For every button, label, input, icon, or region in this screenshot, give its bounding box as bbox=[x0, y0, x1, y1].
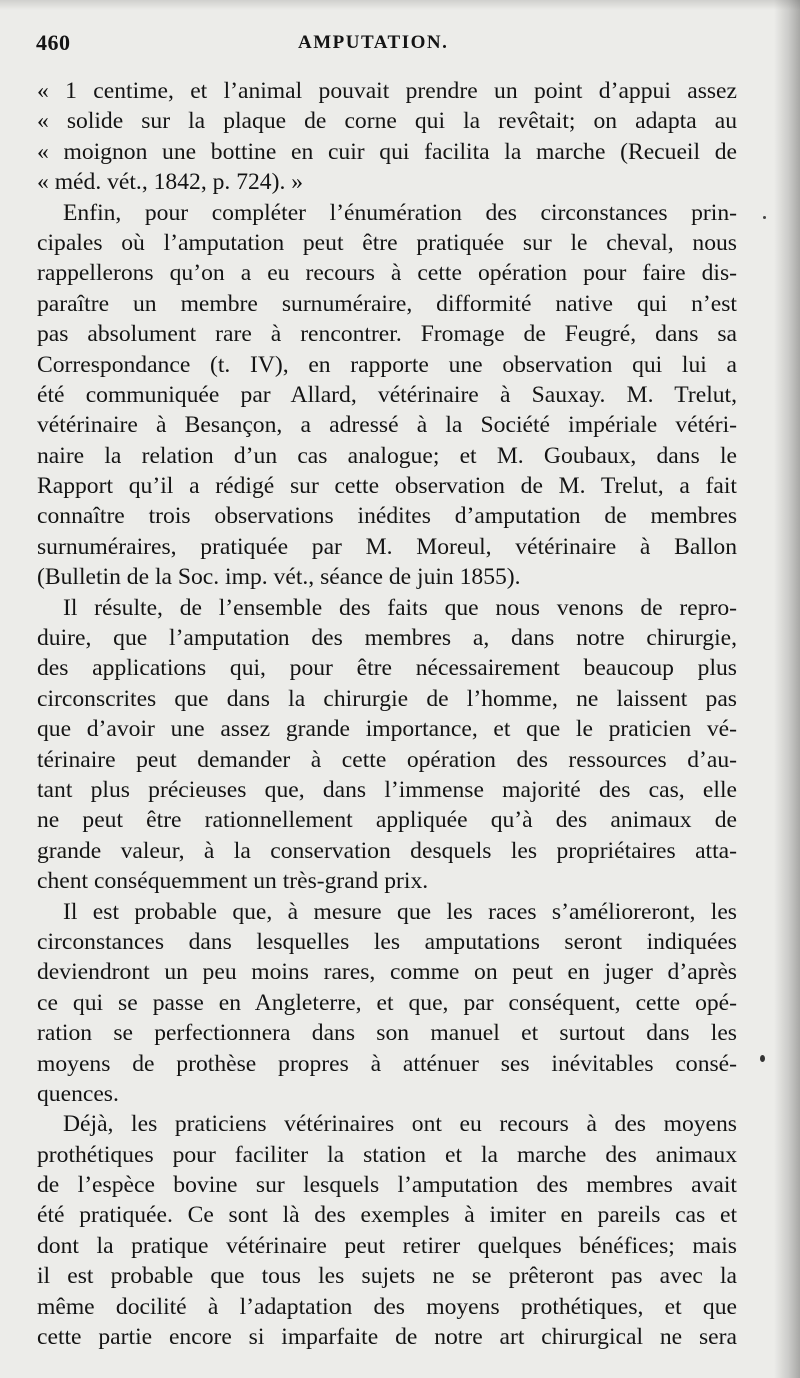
text-line: « solide sur la plaque de corne qui la revêtait; on adapta au bbox=[37, 108, 737, 135]
page-number: 460 bbox=[36, 30, 71, 55]
text-line: « moignon une bottine en cuir qui facilita la marche (Recueil de bbox=[37, 138, 737, 165]
scan-edge-shadow bbox=[774, 0, 800, 1378]
running-title: AMPUTATION. bbox=[298, 32, 449, 53]
text-line: même docilité à l’adaptation des moyens prothétiques, et que bbox=[37, 1293, 737, 1320]
text-line: duire, que l’amputation des membres a, dans notre chirurgie, bbox=[37, 625, 737, 652]
text-line: de l’espèce bovine sur lesquels l’amputation des membres avait bbox=[37, 1172, 737, 1199]
ink-speck bbox=[763, 216, 766, 219]
text-line: prothétiques pour faciliter la station et la marche des animaux bbox=[37, 1141, 737, 1168]
text-line: pas absolument rare à rencontrer. Fromage de Feugré, dans sa bbox=[37, 321, 737, 348]
text-line: Enfin, pour compléter l’énumération des circonstances prin- bbox=[63, 199, 737, 226]
text-line: tant plus précieuses que, dans l’immense majorité des cas, elle bbox=[37, 776, 737, 803]
text-line: vétérinaire à Besançon, a adressé à la Société impériale vétéri- bbox=[37, 412, 737, 439]
text-line: que d’avoir une assez grande importance, et que le praticien vé- bbox=[37, 716, 737, 743]
text-line: Il est probable que, à mesure que les races s’amélioreront, les bbox=[63, 898, 737, 925]
text-line: rappellerons qu’on a eu recours à cette opération pour faire dis- bbox=[37, 260, 737, 287]
text-line: Il résulte, de l’ensemble des faits que nous venons de repro- bbox=[63, 594, 737, 621]
text-line: paraître un membre surnuméraire, difformité native qui n’est bbox=[37, 290, 737, 317]
text-line: quences. bbox=[37, 1080, 119, 1107]
text-line: ce qui se passe en Angleterre, et que, par conséquent, cette opé- bbox=[37, 989, 737, 1016]
text-line: ration se perfectionnera dans son manuel et surtout dans les bbox=[37, 1020, 737, 1047]
text-line: « méd. vét., 1842, p. 724). » bbox=[37, 169, 304, 196]
text-line: ne peut être rationnellement appliquée qu’à des animaux de bbox=[37, 807, 737, 834]
text-line: des applications qui, pour être nécessairement beaucoup plus bbox=[37, 655, 737, 682]
text-line: été communiquée par Allard, vétérinaire à Sauxay. M. Trelut, bbox=[37, 381, 737, 408]
text-line: « 1 centime, et l’animal pouvait prendre un point d’appui assez bbox=[37, 78, 737, 104]
text-line: moyens de prothèse propres à atténuer ses inévitables consé- bbox=[37, 1050, 737, 1077]
text-line: (Bulletin de la Soc. imp. vét., séance de juin 1855). bbox=[37, 564, 521, 591]
text-line: il est probable que tous les sujets ne se prêteront pas avec la bbox=[37, 1263, 737, 1290]
text-line: cipales où l’amputation peut être pratiquée sur le cheval, nous bbox=[37, 229, 737, 256]
text-line: chent conséquemment un très-grand prix. bbox=[37, 868, 429, 895]
text-line: naire la relation d’un cas analogue; et M. Goubaux, dans le bbox=[37, 442, 737, 469]
scan-top-shadow bbox=[0, 0, 800, 10]
text-line: été pratiquée. Ce sont là des exemples à imiter en pareils cas et bbox=[37, 1202, 737, 1229]
text-line: Correspondance (t. IV), en rapporte une observation qui lui a bbox=[37, 351, 737, 378]
text-line: cette partie encore si imparfaite de notre art chirurgical ne sera bbox=[37, 1324, 737, 1351]
text-line: circonscrites que dans la chirurgie de l’homme, ne laissent pas bbox=[37, 685, 737, 712]
ink-speck bbox=[760, 1055, 765, 1062]
body-text bbox=[37, 76, 737, 1352]
text-line: circonstances dans lesquelles les amputations seront indiquées bbox=[37, 928, 737, 955]
text-line: deviendront un peu moins rares, comme on peut en juger d’après bbox=[37, 959, 737, 986]
text-line: connaître trois observations inédites d’amputation de membres bbox=[37, 503, 737, 530]
text-line: grande valeur, à la conservation desquels les propriétaires atta- bbox=[37, 837, 737, 864]
text-line: Déjà, les praticiens vétérinaires ont eu recours à des moyens bbox=[63, 1111, 737, 1138]
text-line: Rapport qu’il a rédigé sur cette observation de M. Trelut, a fait bbox=[37, 473, 737, 500]
text-line: surnuméraires, pratiquée par M. Moreul, vétérinaire à Ballon bbox=[37, 533, 737, 560]
running-head bbox=[36, 30, 742, 60]
text-line: dont la pratique vétérinaire peut retirer quelques bénéfices; mais bbox=[37, 1232, 737, 1259]
text-line: térinaire peut demander à cette opération des ressources d’au- bbox=[37, 746, 737, 773]
